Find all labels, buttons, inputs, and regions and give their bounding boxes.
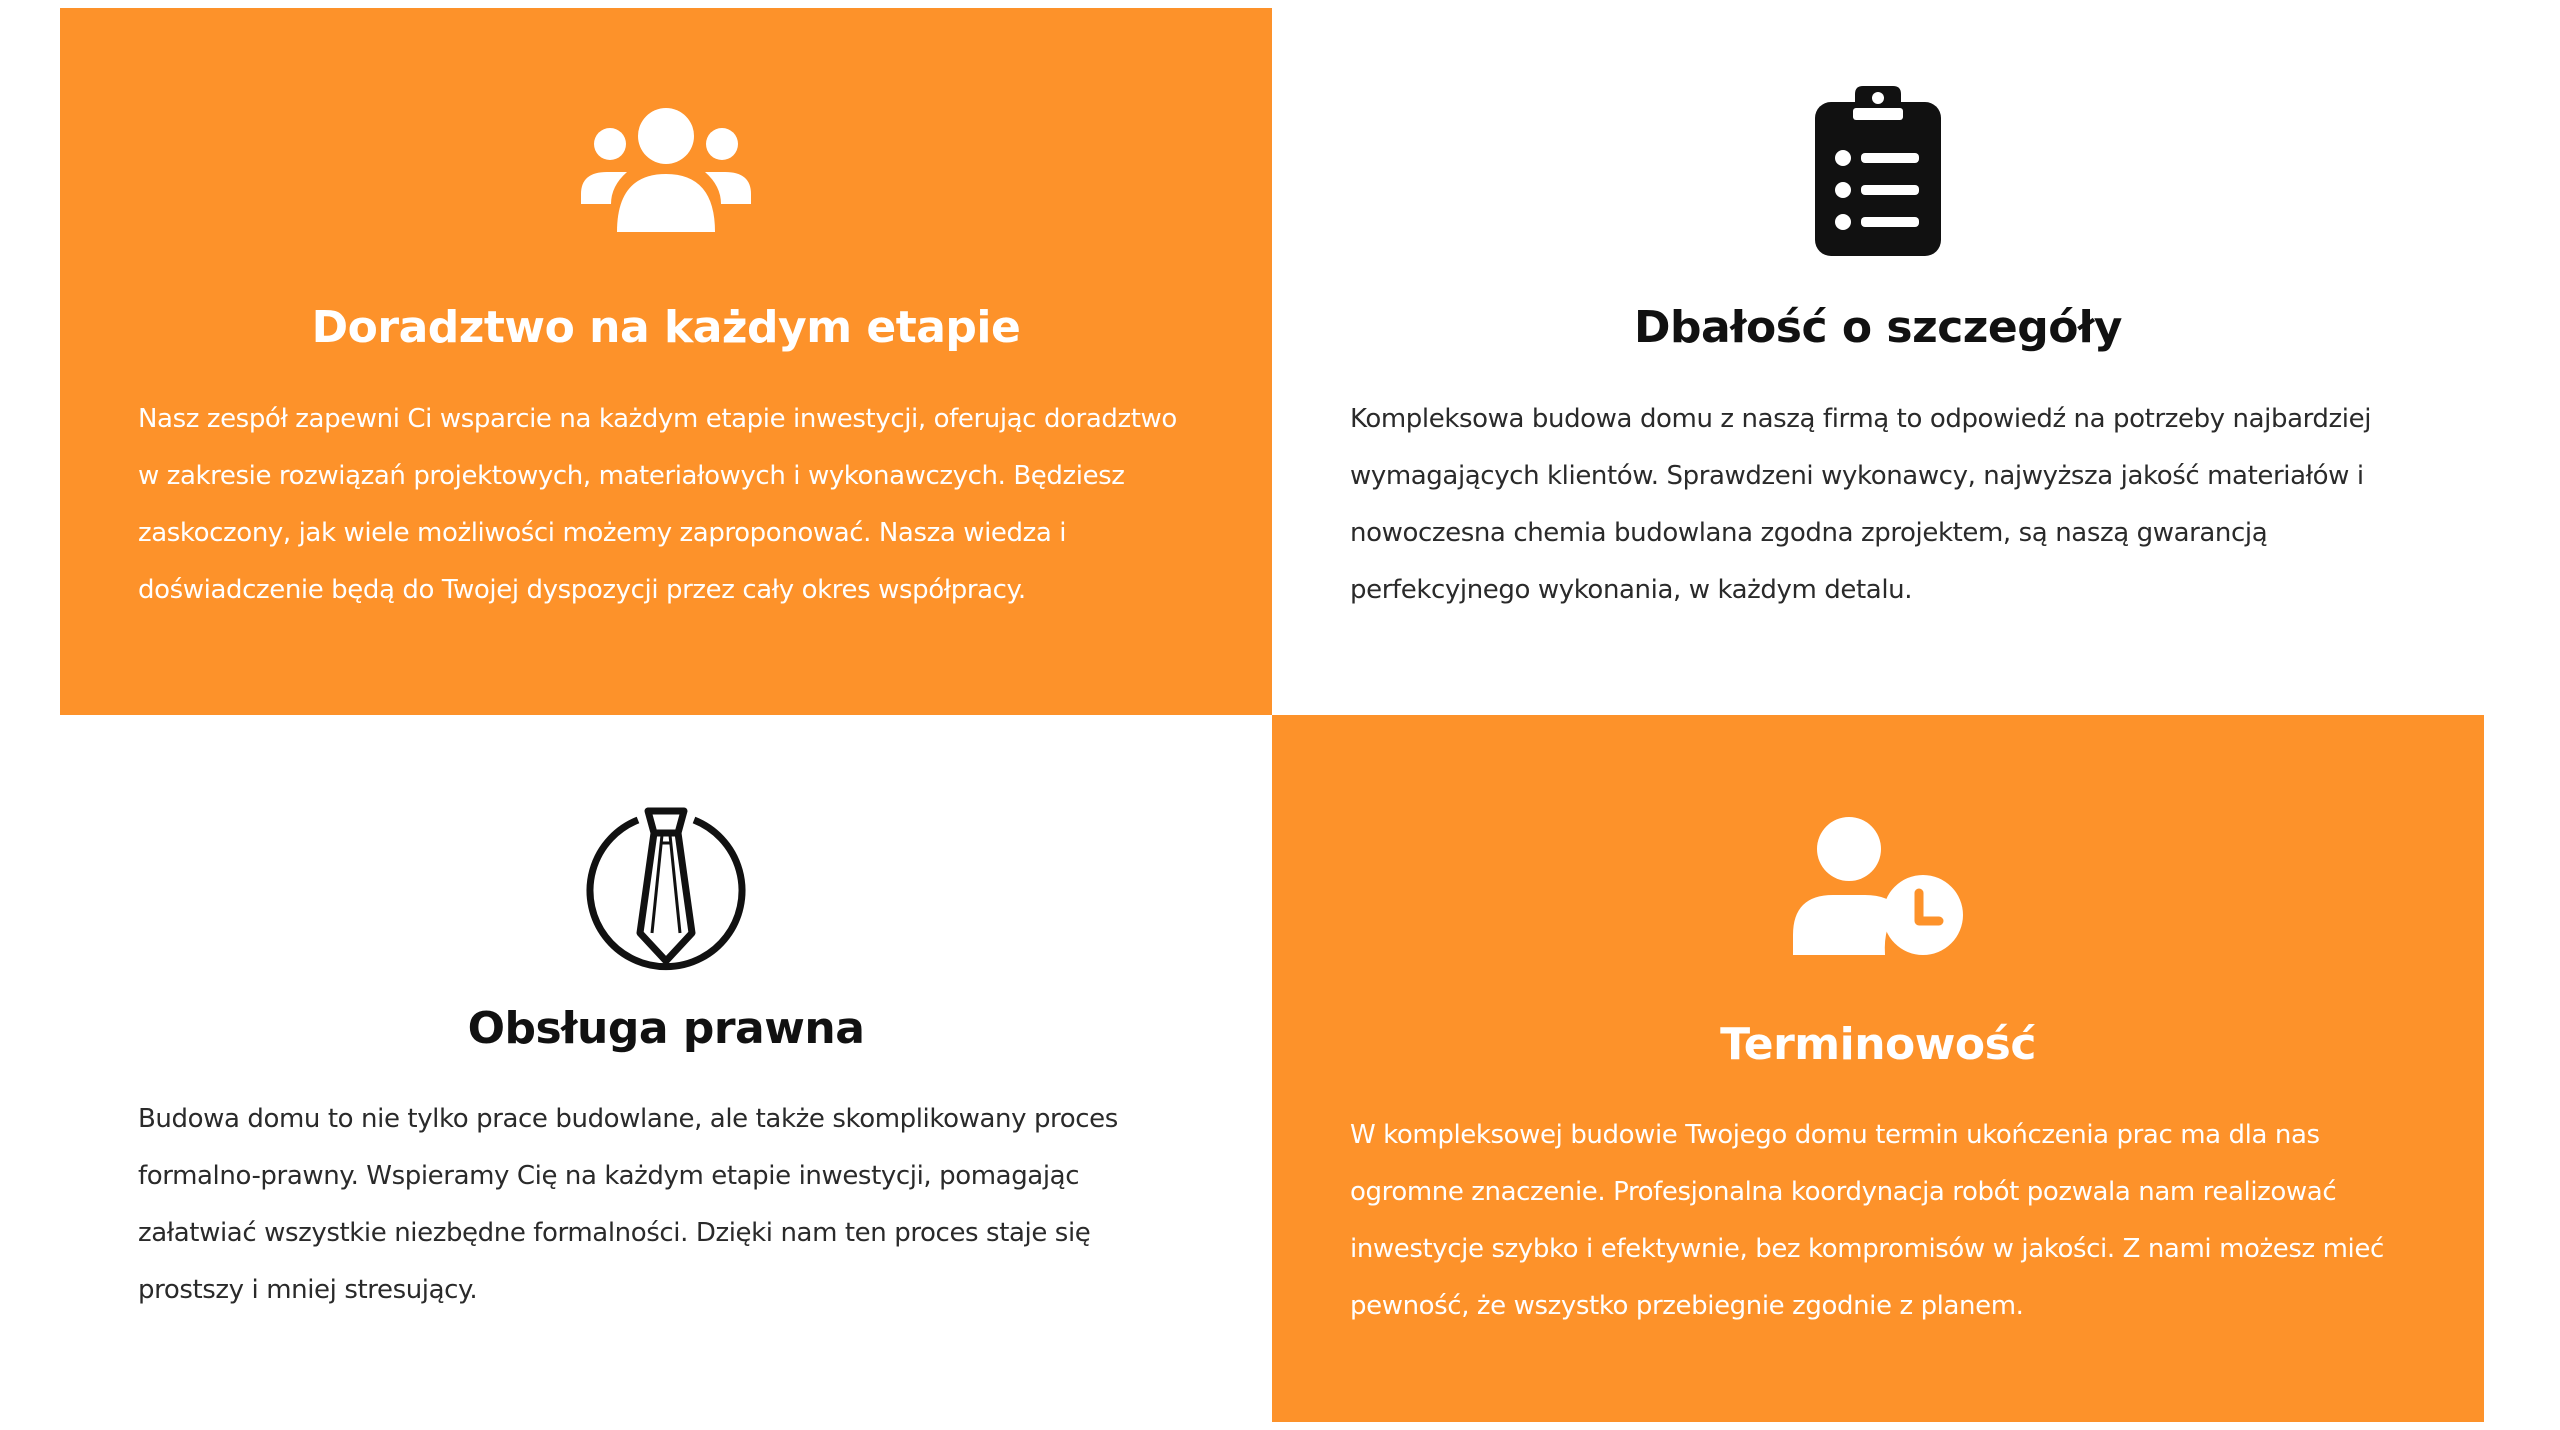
card-text: Budowa domu to nie tylko prace budowlane, ale także skomplikowany proces formalno-prawny. Wspieramy Cię na każdym etapie inwestycji, pomagając załatwiać wszystkie niezbędne formalności. Dzięki nam ten proces staje się prostszy i mniej stresujący. [138, 1104, 1118, 1305]
card-text: W kompleksowej budowie Twojego domu termin ukończenia prac ma dla nas ogromne znaczenie. Profesjonalna koordynacja robót pozwala nam realizować inwestycje szybko i efektywnie, bez kompromisów w jakości. Z nami możesz mieć pewność, że wszystko przebiegnie zgodnie z planem. [1350, 1120, 2384, 1321]
card-text: Kompleksowa budowa domu z naszą firmą to odpowiedź na potrzeby najbardziej wymagających klientów. Sprawdzeni wykonawcy, najwyższa jakość materiałów i nowoczesna chemia budowlana zgodna zprojektem, są naszą gwarancją perfekcyjnego wykonania, w każdym detalu. [1350, 404, 2372, 605]
users-group-icon [60, 108, 1272, 232]
feature-card-timeliness [1272, 715, 2484, 1422]
tie-icon [60, 807, 1272, 971]
card-title: Obsługa prawna [467, 1003, 865, 1054]
card-text: Nasz zespół zapewni Ci wsparcie na każdym etapie inwestycji, oferując doradztwo w zakresie rozwiązań projektowych, materiałowych i wykonawczych. Będziesz zaskoczony, jak wiele możliwości możemy zaproponować. Nasza wiedza i doświadczenie będą do Twojej dyspozycji przez cały okres współpracy. [138, 404, 1177, 605]
feature-card-details [1272, 8, 2484, 715]
user-clock-icon [1272, 815, 2484, 955]
feature-card-advisory [60, 8, 1272, 715]
card-title: Terminowość [1720, 1019, 2036, 1070]
card-title: Doradztwo na każdym etapie [311, 302, 1021, 353]
clipboard-list-icon [1272, 86, 2484, 256]
card-title: Dbałość o szczegóły [1634, 302, 2122, 353]
feature-card-legal [60, 715, 1272, 1422]
